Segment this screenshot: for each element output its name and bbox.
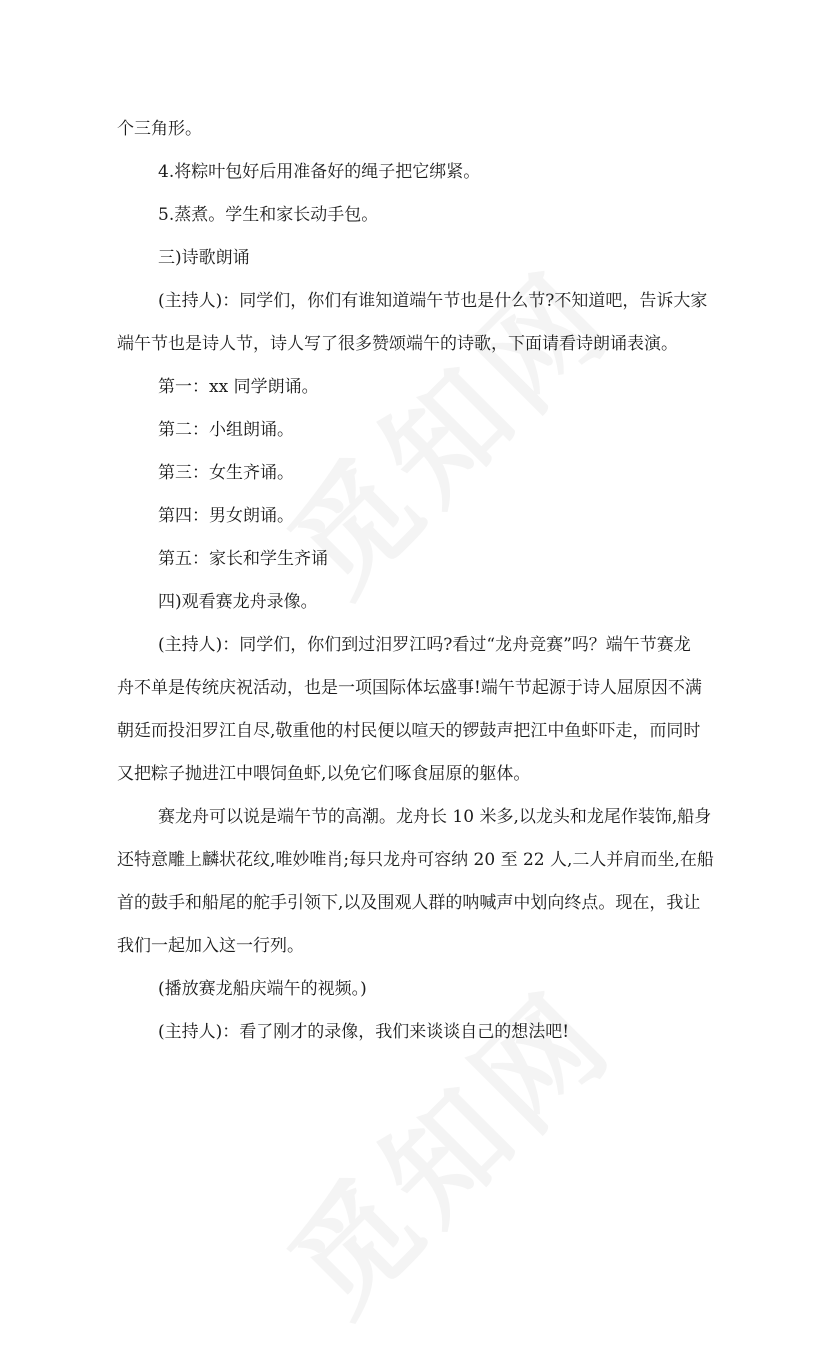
- text-line: 5.蒸煮。学生和家长动手包。: [158, 205, 379, 225]
- text-line: (主持人)：同学们，你们到过汨罗江吗?看过“龙舟竞赛”吗？端午节赛龙: [158, 635, 691, 655]
- text-line: 端午节也是诗人节，诗人写了很多赞颂端午的诗歌，下面请看诗朗诵表演。: [117, 334, 678, 354]
- text-line: (主持人)：看了刚才的录像，我们来谈谈自己的想法吧!: [158, 1022, 570, 1042]
- text-line: 又把粽子抛进江中喂饲鱼虾,以免它们啄食屈原的躯体。: [117, 764, 531, 784]
- text-line: 第四：男女朗诵。: [158, 506, 294, 526]
- text-line: (播放赛龙船庆端午的视频。): [158, 979, 367, 999]
- text-line: 赛龙舟可以说是端午节的高潮。龙舟长 10 米多,以龙头和龙尾作装饰,船身: [158, 807, 712, 827]
- text-line: 第二：小组朗诵。: [158, 420, 294, 440]
- text-line: 舟不单是传统庆祝活动，也是一项国际体坛盛事!端午节起源于诗人屈原因不满: [117, 678, 702, 698]
- text-line: 第一：xx 同学朗诵。: [158, 377, 319, 397]
- text-line: 还特意雕上麟状花纹,唯妙唯肖;每只龙舟可容纳 20 至 22 人,二人并肩而坐,在船: [117, 850, 714, 870]
- text-line: (主持人)：同学们，你们有谁知道端午节也是什么节?不知道吧，告诉大家: [158, 291, 708, 311]
- document-body: [117, 108, 717, 1054]
- text-line: 4.将粽叶包好后用准备好的绳子把它绑紧。: [158, 162, 481, 182]
- text-line: 第三：女生齐诵。: [158, 463, 294, 483]
- text-line: 我们一起加入这一行列。: [117, 936, 304, 956]
- text-line: 个三角形。: [117, 119, 202, 139]
- section-heading: 三)诗歌朗诵: [158, 248, 250, 268]
- text-line: 第五：家长和学生齐诵: [158, 549, 328, 569]
- text-line: 首的鼓手和船尾的舵手引领下,以及围观人群的呐喊声中划向终点。现在，我让: [117, 893, 701, 913]
- text-line: 朝廷而投汨罗江自尽,敬重他的村民便以喧天的锣鼓声把江中鱼虾吓走，而同时: [117, 721, 701, 741]
- section-heading: 四)观看赛龙舟录像。: [158, 592, 318, 612]
